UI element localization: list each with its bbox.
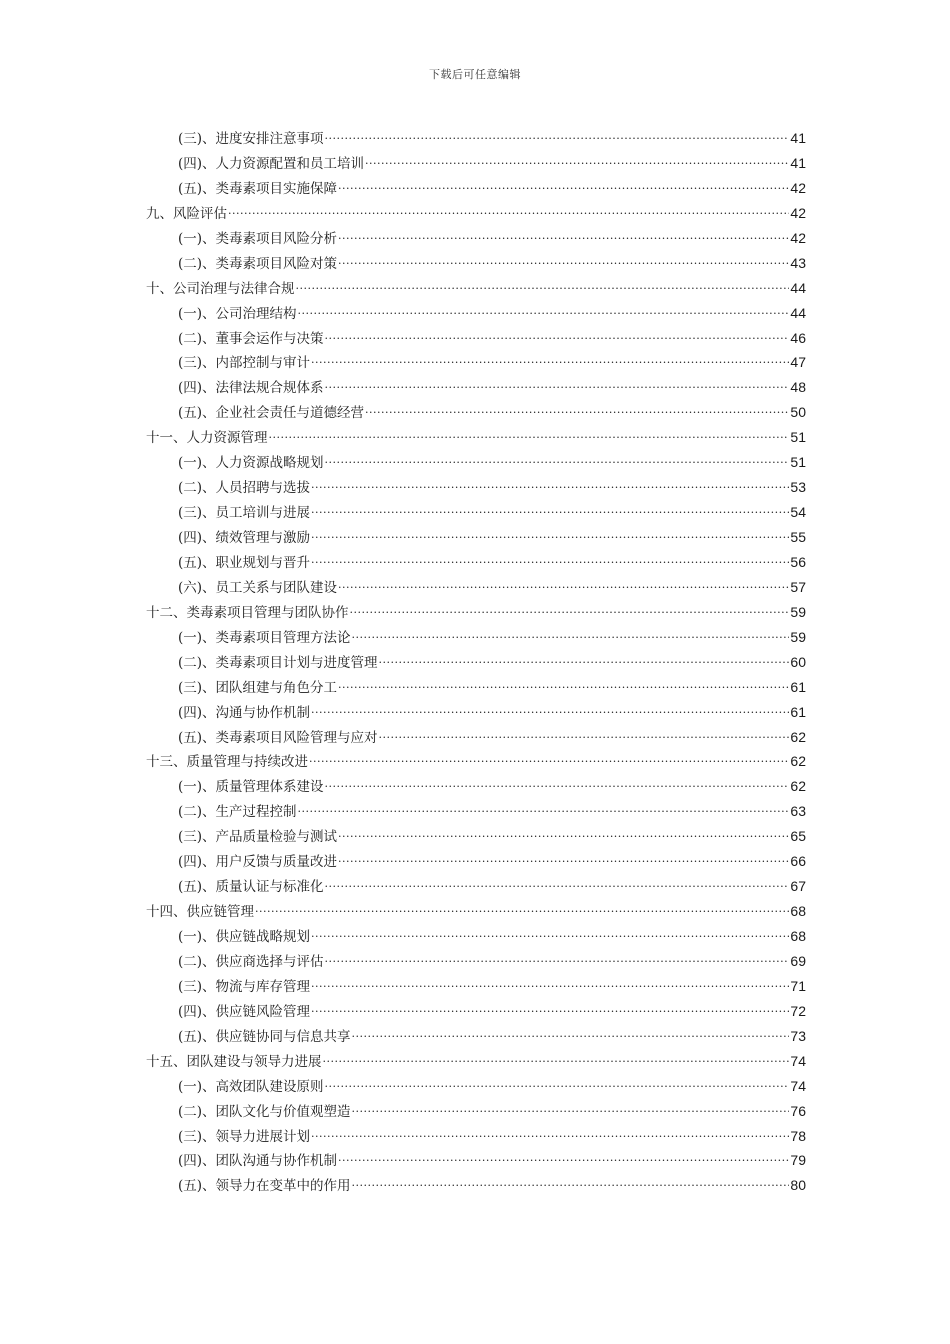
toc-page-number: 61 (790, 678, 806, 695)
toc-dot-leader (325, 379, 790, 392)
toc-section-entry[interactable] (146, 824, 806, 849)
toc-section-entry[interactable] (146, 575, 806, 600)
toc-dot-leader (338, 1152, 789, 1165)
toc-entry-title: (三)、团队组建与角色分工 (178, 679, 338, 696)
toc-entry-title: (一)、高效团队建设原则 (178, 1078, 324, 1095)
toc-entry-title: (二)、董事会运作与决策 (178, 330, 324, 347)
toc-entry-title: (四)、法律法规合规体系 (178, 380, 324, 397)
toc-page-number: 51 (790, 429, 806, 446)
toc-section-entry[interactable] (146, 375, 806, 400)
toc-page-number: 56 (790, 553, 806, 570)
toc-page-number: 48 (790, 379, 806, 396)
toc-entry-title: (四)、团队沟通与协作机制 (178, 1153, 338, 1170)
toc-section-entry[interactable] (146, 774, 806, 799)
toc-page-number: 57 (790, 578, 806, 595)
toc-page-number: 61 (790, 703, 806, 720)
toc-page-number: 51 (790, 454, 806, 471)
toc-entry-title: 十四、供应链管理 (146, 904, 254, 921)
toc-dot-leader (311, 978, 789, 991)
toc-section-entry[interactable] (146, 650, 806, 675)
toc-entry-title: (三)、物流与库存管理 (178, 978, 311, 995)
toc-page-number: 47 (790, 354, 806, 371)
toc-dot-leader (311, 529, 789, 542)
toc-entry-title: (二)、类毒素项目风险对策 (178, 255, 338, 272)
toc-page-number: 62 (790, 778, 806, 795)
toc-dot-leader (269, 429, 790, 442)
toc-dot-leader (311, 354, 789, 367)
toc-dot-leader (325, 878, 790, 891)
toc-entry-title: (四)、沟通与协作机制 (178, 704, 311, 721)
toc-dot-leader (352, 1177, 790, 1190)
toc-entry-title: 十、公司治理与法律合规 (146, 280, 295, 297)
toc-dot-leader (352, 1103, 790, 1116)
toc-dot-leader (325, 330, 790, 343)
toc-dot-leader (311, 1003, 789, 1016)
toc-section-entry[interactable] (146, 1148, 806, 1173)
toc-page-number: 68 (790, 928, 806, 944)
toc-section-entry[interactable] (146, 849, 806, 874)
toc-dot-leader (323, 1053, 790, 1066)
toc-dot-leader (338, 180, 789, 193)
toc-entry-title: 十五、团队建设与领导力进展 (146, 1053, 322, 1070)
page-header: 下载后可任意编辑 (429, 68, 521, 81)
toc-chapter-entry[interactable] (146, 600, 806, 625)
toc-dot-leader (379, 654, 790, 667)
toc-page-number: 44 (790, 279, 806, 296)
toc-entry-title: (二)、生产过程控制 (178, 804, 297, 821)
toc-entry-title: 十一、人力资源管理 (146, 430, 268, 447)
toc-section-entry[interactable] (146, 400, 806, 425)
toc-section-entry[interactable] (146, 251, 806, 276)
toc-dot-leader (325, 1078, 790, 1091)
toc-entry-title: (四)、绩效管理与激励 (178, 530, 311, 546)
toc-page-number: 59 (790, 628, 806, 645)
toc-section-entry[interactable] (146, 1099, 806, 1124)
toc-section-entry[interactable] (146, 625, 806, 650)
toc-page-number: 68 (790, 903, 806, 920)
toc-section-entry[interactable] (146, 799, 806, 824)
toc-dot-leader (311, 704, 789, 717)
toc-page-number: 80 (790, 1177, 806, 1194)
toc-dot-leader (325, 778, 790, 791)
toc-page-number: 55 (790, 529, 806, 545)
toc-section-entry[interactable] (146, 525, 806, 550)
toc-entry-title: (二)、团队文化与价值观塑造 (178, 1103, 351, 1120)
toc-page-number: 78 (790, 1127, 806, 1144)
toc-dot-leader (298, 803, 790, 816)
toc-dot-leader (325, 454, 790, 467)
toc-entry-title: (一)、类毒素项目风险分析 (178, 230, 338, 247)
toc-entry-title: (三)、领导力进展计划 (178, 1128, 311, 1145)
toc-dot-leader (350, 604, 790, 617)
toc-dot-leader (365, 404, 789, 417)
table-of-contents (146, 126, 806, 1198)
toc-page-number: 76 (790, 1102, 806, 1119)
toc-page-number: 53 (790, 479, 806, 496)
toc-dot-leader (311, 479, 789, 492)
toc-chapter-entry[interactable] (146, 1049, 806, 1074)
toc-dot-leader (309, 753, 789, 766)
toc-entry-title: (三)、内部控制与审计 (178, 355, 311, 372)
toc-entry-title: (一)、供应链战略规划 (178, 929, 311, 945)
toc-dot-leader (325, 130, 790, 143)
toc-section-entry[interactable] (146, 675, 806, 700)
toc-dot-leader (352, 629, 790, 642)
toc-section-entry[interactable] (146, 176, 806, 201)
toc-page-number: 69 (790, 952, 806, 969)
toc-section-entry[interactable] (146, 475, 806, 500)
toc-entry-title: (一)、质量管理体系建设 (178, 779, 324, 796)
toc-dot-leader (338, 828, 789, 841)
toc-page-number: 73 (790, 1027, 806, 1044)
toc-dot-leader (311, 928, 789, 941)
toc-entry-title: (二)、供应商选择与评估 (178, 953, 324, 970)
toc-entry-title: 九、风险评估 (146, 205, 227, 222)
toc-dot-leader (255, 903, 789, 916)
toc-entry-title: (一)、公司治理结构 (178, 305, 297, 322)
toc-section-entry[interactable] (146, 874, 806, 899)
toc-entry-title: (五)、类毒素项目风险管理与应对 (178, 729, 378, 746)
toc-section-entry[interactable] (146, 450, 806, 475)
toc-entry-title: (五)、类毒素项目实施保障 (178, 180, 338, 197)
toc-page-number: 67 (790, 878, 806, 895)
toc-page-number: 62 (790, 728, 806, 745)
toc-chapter-entry[interactable] (146, 276, 806, 301)
toc-page-number: 79 (790, 1152, 806, 1169)
toc-section-entry[interactable] (146, 1074, 806, 1099)
toc-section-entry[interactable] (146, 949, 806, 974)
toc-entry-title: (五)、企业社会责任与道德经营 (178, 405, 365, 422)
toc-dot-leader (325, 953, 790, 966)
toc-chapter-entry[interactable] (146, 899, 806, 924)
toc-entry-title: (五)、质量认证与标准化 (178, 879, 324, 896)
toc-entry-title: (四)、用户反馈与质量改进 (178, 854, 338, 871)
toc-entry-title: (五)、领导力在变革中的作用 (178, 1178, 351, 1195)
toc-entry-title: (二)、类毒素项目计划与进度管理 (178, 654, 378, 671)
toc-section-entry[interactable] (146, 126, 806, 151)
toc-section-entry[interactable] (146, 151, 806, 176)
toc-dot-leader (338, 853, 789, 866)
toc-page-number: 74 (790, 1052, 806, 1069)
toc-section-entry[interactable] (146, 1024, 806, 1049)
toc-section-entry[interactable] (146, 326, 806, 351)
toc-dot-leader (296, 280, 790, 293)
toc-chapter-entry[interactable] (146, 201, 806, 226)
toc-entry-title: (一)、人力资源战略规划 (178, 455, 324, 472)
toc-page-number: 42 (790, 229, 806, 246)
toc-section-entry[interactable] (146, 999, 806, 1024)
toc-dot-leader (338, 255, 789, 268)
toc-entry-title: (五)、供应链协同与信息共享 (178, 1028, 351, 1045)
toc-page-number: 42 (790, 179, 806, 196)
toc-page-number: 72 (790, 1002, 806, 1019)
toc-entry-title: (四)、供应链风险管理 (178, 1003, 311, 1020)
toc-entry-title: (二)、人员招聘与选拔 (178, 480, 311, 497)
toc-page-number: 74 (790, 1077, 806, 1094)
toc-chapter-entry[interactable] (146, 749, 806, 774)
toc-entry-title: (三)、产品质量检验与测试 (178, 829, 338, 846)
toc-entry-title: (三)、进度安排注意事项 (178, 131, 324, 147)
toc-entry-title: (五)、职业规划与晋升 (178, 554, 311, 571)
toc-page-number: 50 (790, 404, 806, 421)
toc-dot-leader (338, 579, 789, 592)
toc-section-entry[interactable] (146, 1173, 806, 1198)
toc-dot-leader (311, 1128, 789, 1141)
toc-section-entry[interactable] (146, 725, 806, 750)
toc-dot-leader (311, 504, 789, 517)
toc-page-number: 46 (790, 329, 806, 346)
toc-chapter-entry[interactable] (146, 425, 806, 450)
toc-dot-leader (338, 679, 789, 692)
toc-entry-title: (三)、员工培训与进展 (178, 505, 311, 522)
toc-page-number: 63 (790, 803, 806, 820)
toc-dot-leader (298, 305, 790, 318)
toc-section-entry[interactable] (146, 350, 806, 375)
toc-page-number: 41 (790, 154, 806, 171)
toc-page-number: 41 (790, 130, 806, 146)
toc-page-number: 42 (790, 204, 806, 221)
toc-page-number: 44 (790, 304, 806, 321)
toc-dot-leader (365, 155, 789, 168)
toc-page-number: 60 (790, 653, 806, 670)
toc-section-entry[interactable] (146, 550, 806, 575)
toc-entry-title: (六)、员工关系与团队建设 (178, 579, 338, 596)
toc-page-number: 66 (790, 853, 806, 870)
toc-entry-title: (四)、人力资源配置和员工培训 (178, 155, 365, 172)
toc-page-number: 43 (790, 254, 806, 271)
toc-section-entry[interactable] (146, 226, 806, 251)
toc-page-number: 71 (790, 977, 806, 994)
toc-dot-leader (379, 729, 790, 742)
toc-section-entry[interactable] (146, 974, 806, 999)
toc-section-entry[interactable] (146, 700, 806, 725)
toc-dot-leader (338, 230, 789, 243)
toc-section-entry[interactable] (146, 1124, 806, 1149)
toc-section-entry[interactable] (146, 500, 806, 525)
toc-dot-leader (352, 1028, 790, 1041)
toc-dot-leader (228, 205, 789, 218)
toc-section-entry[interactable] (146, 301, 806, 326)
toc-entry-title: (一)、类毒素项目管理方法论 (178, 629, 351, 646)
toc-section-entry[interactable] (146, 924, 806, 949)
toc-page-number: 62 (790, 753, 806, 770)
toc-page-number: 65 (790, 828, 806, 845)
toc-entry-title: 十三、质量管理与持续改进 (146, 754, 308, 771)
toc-entry-title: 十二、类毒素项目管理与团队协作 (146, 604, 349, 621)
toc-page-number: 54 (790, 504, 806, 521)
toc-page-number: 59 (790, 603, 806, 620)
toc-dot-leader (311, 554, 789, 567)
